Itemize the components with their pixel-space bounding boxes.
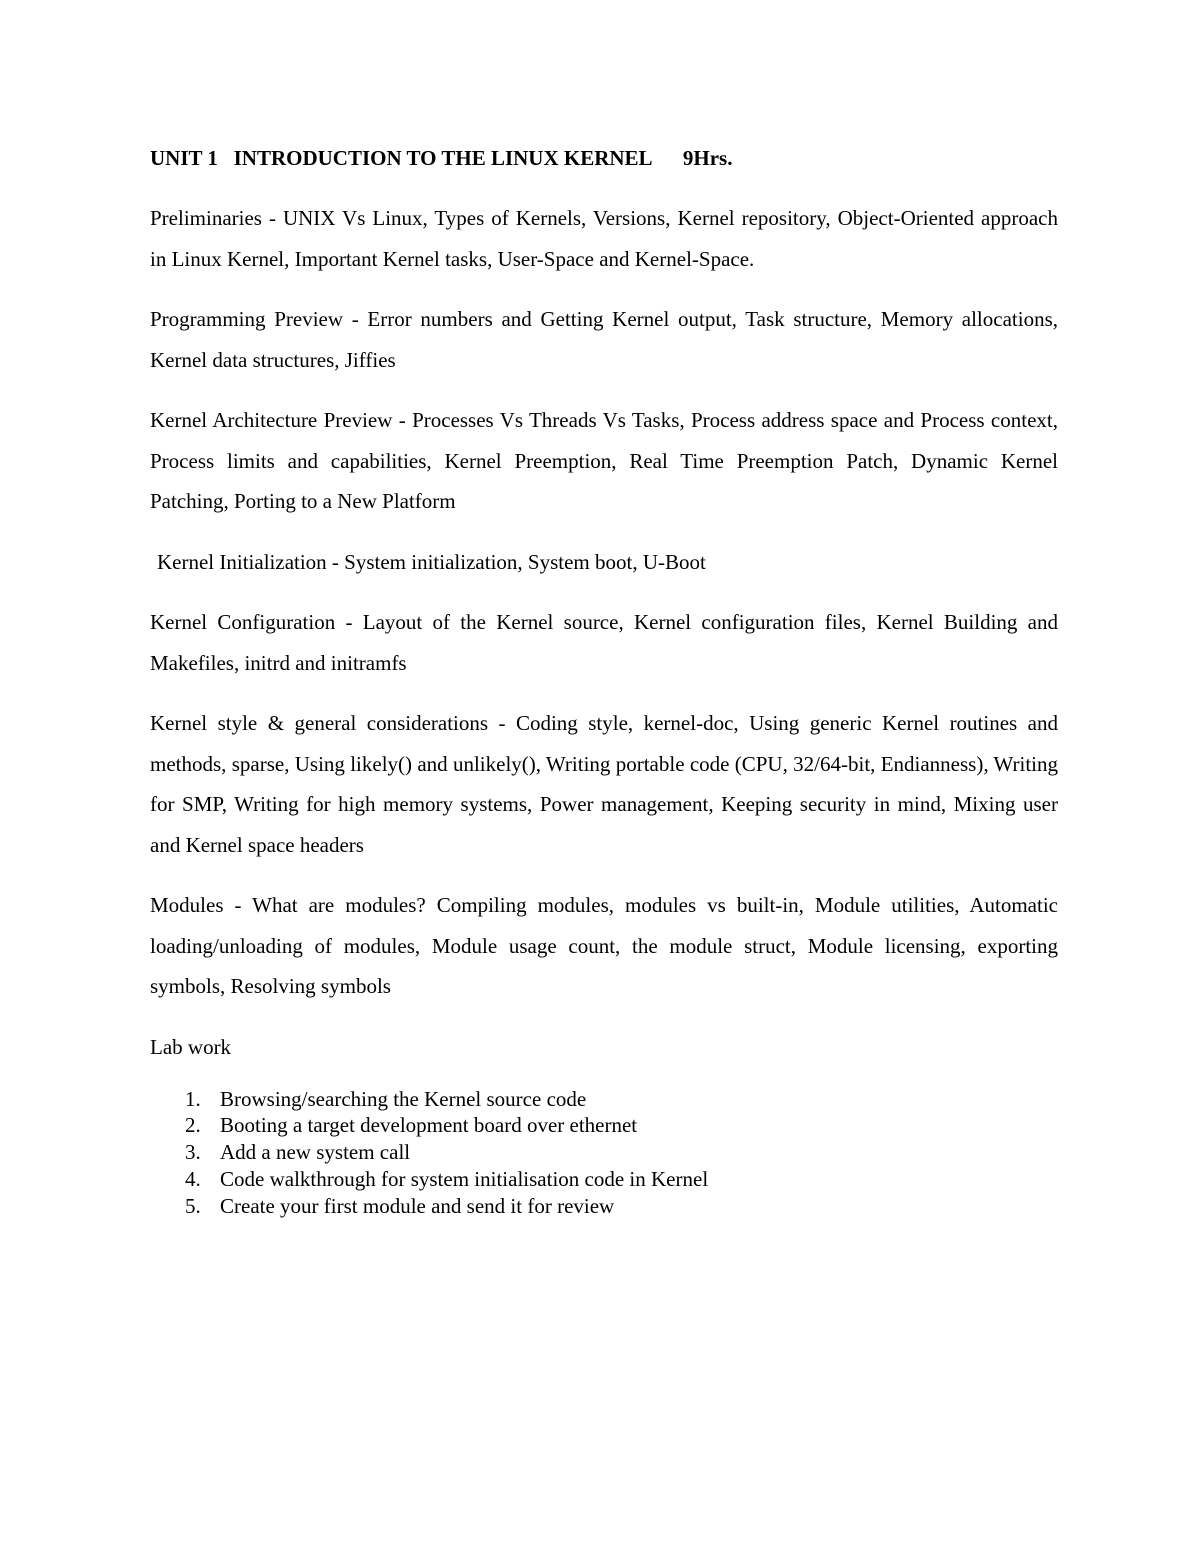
paragraph-programming-preview: Programming Preview - Error numbers and Getting Kernel output, Task structure, Memory allocations, Kernel data structures, Jiffies — [150, 307, 1058, 372]
paragraph-kernel-style: Kernel style & general considerations - Coding style, kernel-doc, Using generic Kernel routines and methods, sparse, Using likely() and unlikely(), Writing portable code (CPU, 32/64-bit, Endianness), Writing for SMP, Writing for high memory systems, Power management, Keeping security in mind, Mixing user and Kernel space headers — [150, 711, 1058, 857]
list-item-number: 2. — [185, 1113, 201, 1138]
lab-work-title: Lab work — [150, 1034, 232, 1059]
list-item-text: Code walkthrough for system initialisation code in Kernel — [220, 1166, 709, 1191]
paragraph-kernel-architecture: Kernel Architecture Preview - Processes Vs Threads Vs Tasks, Process address space and Process context, Process limits and capabilities, Kernel Preemption, Real Time Preemption Patch, Dynamic Kernel Patching, Porting to a New Platform — [150, 408, 1058, 513]
list-item-text: Add a new system call — [220, 1140, 411, 1165]
list-item — [150, 1086, 1058, 1113]
list-item-text: Booting a target development board over ethernet — [220, 1113, 638, 1138]
paragraph-preliminaries: Preliminaries - UNIX Vs Linux, Types of Kernels, Versions, Kernel repository, Object-Oriented approach in Linux Kernel, Important Kernel tasks, User-Space and Kernel-Space. — [150, 206, 1058, 271]
list-item — [150, 1166, 1058, 1193]
document-content — [150, 138, 1058, 1219]
list-item-number: 5. — [185, 1193, 201, 1218]
list-item-number: 3. — [185, 1140, 201, 1165]
list-item-number: 4. — [185, 1166, 201, 1191]
paragraph-kernel-configuration: Kernel Configuration - Layout of the Kernel source, Kernel configuration files, Kernel Building and Makefiles, initrd and initramfs — [150, 610, 1058, 675]
list-item — [150, 1193, 1058, 1220]
unit-heading: UNIT 1 INTRODUCTION TO THE LINUX KERNEL 9Hrs. — [150, 146, 733, 170]
paragraph-kernel-initialization: Kernel Initialization - System initialization, System boot, U-Boot — [157, 549, 706, 574]
list-item — [150, 1139, 1058, 1166]
lab-work-list — [150, 1086, 1058, 1220]
list-item-text: Browsing/searching the Kernel source code — [220, 1086, 587, 1111]
list-item — [150, 1112, 1058, 1139]
list-item-text: Create your first module and send it for review — [220, 1193, 615, 1218]
list-item-number: 1. — [185, 1086, 201, 1111]
paragraph-modules: Modules - What are modules? Compiling modules, modules vs built-in, Module utilities, Automatic loading/unloading of modules, Module usage count, the module struct, Module licensing, exporting symbols, Resolving symbols — [150, 893, 1058, 998]
